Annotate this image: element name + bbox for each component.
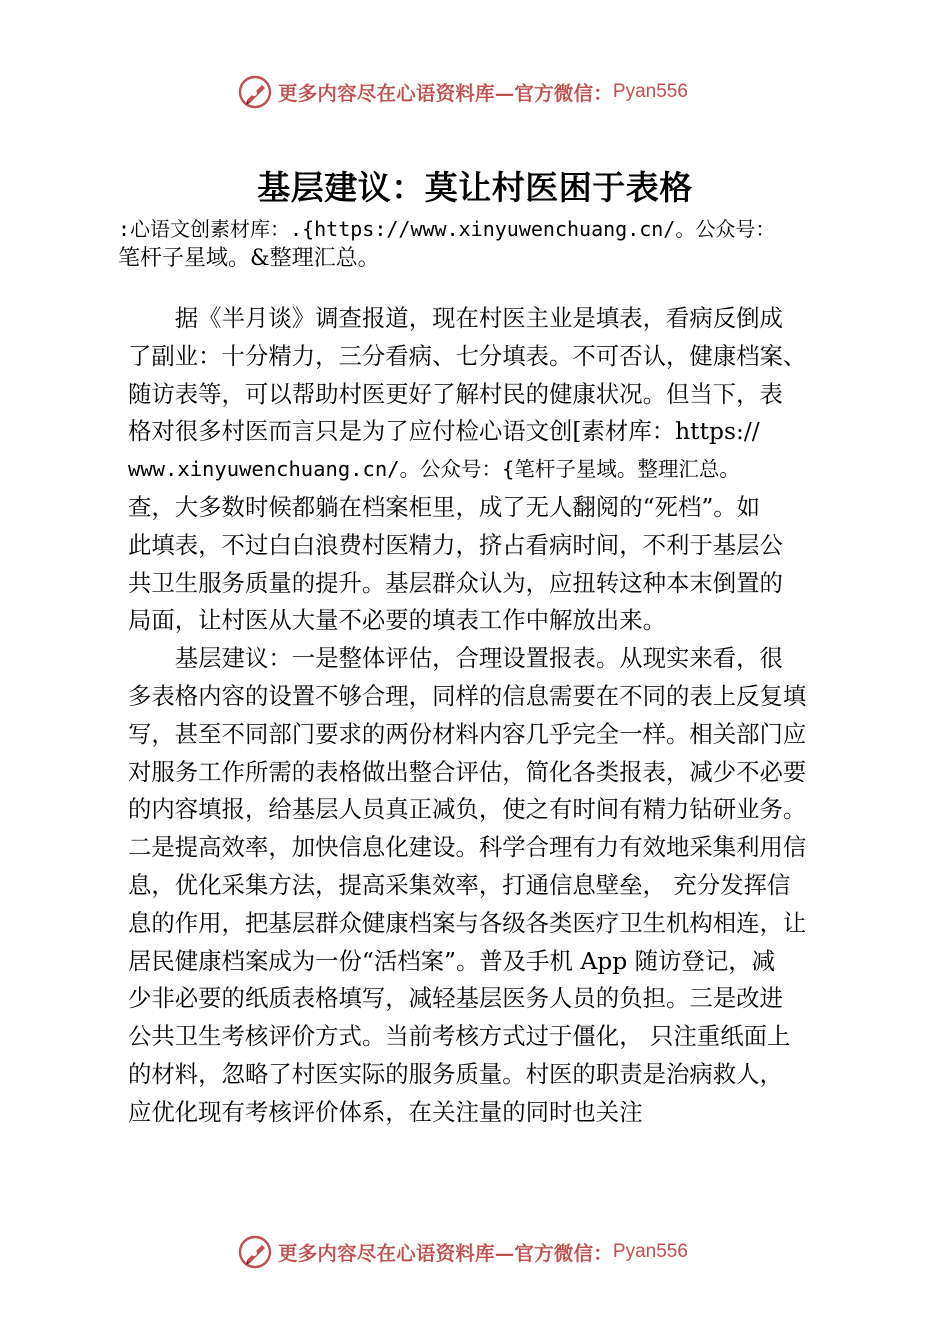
text-line: 的材料，忽略了村医实际的服务质量。村医的职责是治病救人， <box>128 1059 783 1088</box>
text-line: 随访表等，可以帮助村医更好了解村民的健康状况。但当下，表 <box>128 379 783 408</box>
footer-banner-wechat-id: Pyan556 <box>612 1241 688 1262</box>
text-line: 据《半月谈》调查报道，现在村医主业是填表，看病反倒成 <box>174 304 783 332</box>
banner-text: 更多内容尽在心语资料库—官方微信： <box>278 82 613 105</box>
text-line: 少非必要的纸质表格填写，减轻基层医务人员的负担。三是改进 <box>128 984 783 1013</box>
text-line: 二是提高效率，加快信息化建设。科学合理有力有效地采集利用信 <box>128 833 807 862</box>
header-banner <box>0 72 950 112</box>
text-line: 基层建议：一是整体评估，合理设置报表。从现实来看，很 <box>174 644 783 673</box>
text-line: 对服务工作所需的表格做出整合评估，简化各类报表，减少不必要 <box>128 757 807 786</box>
text-line: 的内容填报，给基层人员真正减负，使之有时间有精力钻研业务。 <box>128 795 807 824</box>
text-line: 了副业：十分精力，三分看病、七分填表。不可否认，健康档案、 <box>128 341 807 370</box>
source-line-2: 笔杆子星域。&整理汇总。 <box>118 246 380 271</box>
source-line-1: :心语文创素材库：.{https://www.xinyuwenchuang.cn/。公众号： <box>118 217 776 241</box>
text-line: 息的作用，把基层群众健康档案与各级各类医疗卫生机构相连，让 <box>128 908 807 937</box>
text-line: 居民健康档案成为一份“活档案”。普及手机 App 随访登记，减 <box>128 946 775 975</box>
pen-logo-icon <box>238 1235 272 1269</box>
text-line: 此填表，不过白白浪费村医精力，挤占看病时间，不利于基层公 <box>128 530 783 559</box>
text-line: 多表格内容的设置不够合理，同样的信息需要在不同的表上反复填 <box>128 681 807 710</box>
text-line: 应优化现有考核评价体系，在关注量的同时也关注 <box>128 1097 643 1126</box>
source-note <box>118 214 878 274</box>
paragraph-1 <box>128 300 848 640</box>
footer-banner-text: 更多内容尽在心语资料库—官方微信： <box>278 1242 613 1265</box>
page-title: 基层建议：莫让村医困于表格 <box>257 168 693 207</box>
text-line: 写，甚至不同部门要求的两份材料内容几乎完全一样。相关部门应 <box>128 719 807 748</box>
text-line: 格对很多村医而言只是为了应付检心语文创[素材库：https:// <box>128 417 760 446</box>
text-line: www.xinyuwenchuang.cn/。公众号：{笔杆子星域。整理汇总。 <box>128 457 740 482</box>
footer-banner <box>0 1232 950 1272</box>
banner-wechat-id: Pyan556 <box>612 81 688 102</box>
text-line: 共卫生服务质量的提升。基层群众认为，应扭转这种本末倒置的 <box>128 568 783 597</box>
text-line: 公共卫生考核评价方式。当前考核方式过于僵化， 只注重纸面上 <box>128 1022 791 1051</box>
text-line: 局面，让村医从大量不必要的填表工作中解放出来。 <box>128 606 666 635</box>
article-body <box>128 300 848 1132</box>
pen-logo-icon <box>238 75 272 109</box>
text-line: 息，优化采集方法，提高采集效率，打通信息壁垒， 充分发挥信 <box>128 870 791 899</box>
text-line: 查，大多数时候都躺在档案柜里，成了无人翻阅的“死档”。如 <box>128 492 761 521</box>
paragraph-2 <box>128 640 848 1131</box>
